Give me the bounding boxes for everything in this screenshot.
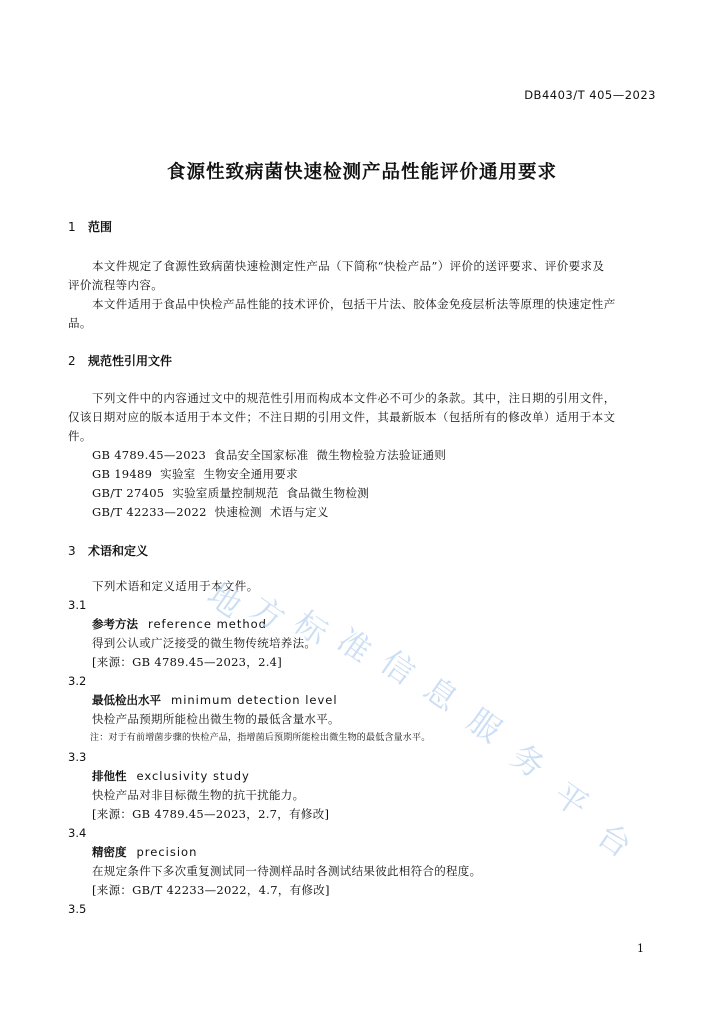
term-definition: 快检产品预期所能检出微生物的最低含量水平。	[92, 712, 340, 726]
watermark-char: 地	[200, 575, 249, 625]
section-title: 术语和定义	[88, 544, 149, 558]
term-zh: 精密度	[92, 845, 127, 859]
section-number: 3	[68, 544, 76, 558]
text-line: 下列文件中的内容通过文中的规范性引用而构成本文件必不可少的条款。其中，注日期的引用文件，	[92, 391, 616, 405]
section-title: 规范性引用文件	[88, 354, 173, 368]
term-number: 3.4	[68, 826, 87, 840]
term-note: 注：对于有前增菌步骤的快检产品，指增菌后预期所能检出微生物的最低含量水平。	[90, 733, 431, 743]
text-line: 本文件规定了食源性致病菌快速检测定性产品（下简称“快检产品”）评价的送评要求、评价要求及	[92, 259, 605, 273]
watermark-char: 平	[547, 775, 596, 825]
section-heading	[68, 218, 658, 235]
text-line: 仅该日期对应的版本适用于本文件；不注日期的引用文件，其最新版本（包括所有的修改单）适用于本文	[68, 410, 616, 424]
reference-item: GB 4789.45—2023 食品安全国家标准 微生物检验方法验证通则	[92, 448, 447, 462]
watermark-char: 服	[460, 700, 509, 751]
term-entry	[68, 691, 658, 710]
term-definition: 在规定条件下多次重复测试同一待测样品时各测试结果彼此相符合的程度。	[92, 864, 482, 878]
text-line: 评价流程等内容。	[68, 278, 164, 292]
term-definition: 得到公认或广泛接受的微生物传统培养法。	[92, 636, 317, 650]
term-en: minimum detection level	[171, 693, 338, 707]
scope-paragraph-1	[68, 257, 658, 333]
term-definition: 快检产品对非目标微生物的抗干扰能力。	[92, 788, 305, 802]
term-source: [来源：GB 4789.45—2023，2.4]	[92, 655, 283, 669]
reference-item: GB/T 27405 实验室质量控制规范 食品微生物检测	[92, 486, 370, 500]
section-heading	[68, 352, 658, 369]
watermark-char: 息	[417, 669, 466, 719]
term-source: [来源：GB/T 42233—2022，4.7，有修改]	[92, 883, 330, 897]
term-zh: 排他性	[92, 769, 127, 783]
term-entry	[68, 843, 658, 862]
term-en: exclusivity study	[136, 769, 250, 783]
terms-body	[68, 577, 658, 919]
term-number: 3.3	[68, 750, 87, 764]
term-entry	[68, 615, 658, 634]
watermark-char: 信	[373, 642, 422, 693]
reference-item: GB/T 42233—2022 快速检测 术语与定义	[92, 505, 329, 519]
watermark-char: 台	[590, 815, 639, 865]
term-number: 3.5	[68, 902, 87, 916]
section-number: 1	[68, 220, 76, 234]
text-line: 本文件适用于食品中快检产品性能的技术评价，包括干片法、胶体金免疫层析法等原理的快速定性产	[92, 297, 616, 311]
watermark-char: 准	[330, 620, 379, 671]
references-paragraph	[68, 389, 658, 522]
term-zh: 最低检出水平	[92, 693, 161, 707]
page-number: 1	[637, 942, 644, 955]
text-line: 品。	[68, 316, 92, 330]
reference-item: GB 19489 实验室 生物安全通用要求	[92, 467, 298, 481]
watermark-char: 务	[503, 736, 552, 786]
document-title: 食源性致病菌快速检测产品性能评价通用要求	[166, 162, 557, 183]
section-terms	[68, 542, 658, 559]
term-zh: 参考方法	[92, 617, 138, 631]
section-title: 范围	[88, 220, 113, 234]
watermark-char: 标	[287, 603, 336, 653]
term-source: [来源：GB 4789.45—2023，2.7，有修改]	[92, 807, 330, 821]
section-normative-references	[68, 352, 658, 369]
document-number: DB4403/T 405—2023	[524, 88, 656, 102]
section-number: 2	[68, 354, 76, 368]
term-number: 3.1	[68, 598, 87, 612]
term-entry	[68, 767, 658, 786]
text-line: 下列术语和定义适用于本文件。	[92, 579, 259, 593]
section-heading	[68, 542, 658, 559]
term-en: precision	[136, 845, 198, 859]
text-line: 件。	[68, 429, 92, 443]
section-scope	[68, 218, 658, 235]
term-en: reference method	[148, 617, 267, 631]
term-number: 3.2	[68, 674, 87, 688]
watermark-char: 方	[243, 588, 292, 638]
